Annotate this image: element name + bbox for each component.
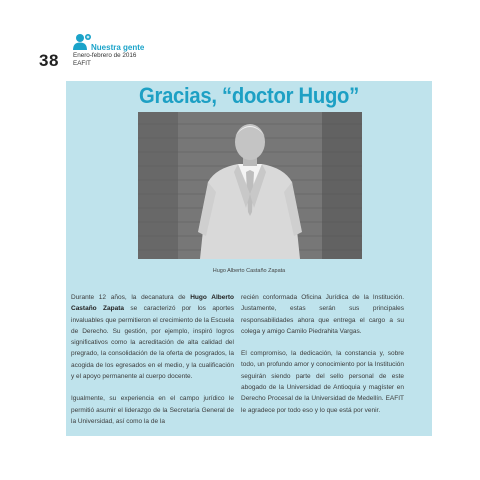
left-paragraph-2: Igualmente, su experiencia en el campo jurídico le permitió asumir el liderazgo de la Secretaría General de la Universidad, así como la de la [71, 395, 234, 425]
page-number: 38 [39, 51, 59, 70]
article-title: Gracias, “doctor Hugo” [139, 83, 359, 108]
portrait-illustration [138, 112, 362, 259]
article-column-left [71, 292, 234, 438]
right-paragraph-1: recién conformada Oficina Jurídica de la Institución. Justamente, estas serán sus principales responsabilidades ahora que entrega el cargo a su colega y amigo Camilo Piedrahita Vargas. [241, 294, 404, 335]
issue-date: Enero-febrero de 2016 [73, 52, 137, 59]
photo-caption: Hugo Alberto Castaño Zapata [212, 268, 286, 274]
issue-info [73, 52, 136, 67]
left-p1-body: se caracterizó por los aportes invaluables que permitieron el crecimiento de la Escuela de Derecho. Su gestión, por ejemplo, inspiró logros significativos como la acreditación de alta calidad del pregrado, la consolidación de la oferta de posgrados, la acogida de los egresados en el medio, y la cualificación y el apoyo permanente al cuerpo docente. [71, 305, 234, 381]
article-column-right [241, 292, 404, 427]
right-paragraph-2: El compromiso, la dedicación, la constancia y, sobre todo, un profundo amor y conocimiento por la Institución seguirán siendo parte del sello personal de este abogado de la Universidad de Antioquia y magíster en Derecho Procesal de la Universidad de Medellín. EAFIT le agradece por todo eso y lo que está por venir. [241, 350, 404, 414]
left-p1-intro: Durante 12 años, la decanatura de [71, 294, 191, 301]
user-icon [72, 33, 92, 50]
subject-name: Hugo Alberto Castaño Zapata [71, 294, 235, 313]
portrait-photo [138, 112, 362, 259]
left-paragraph-1 [71, 292, 234, 382]
section-label: Nuestra gente [91, 43, 145, 52]
publication-name: EAFIT [73, 59, 91, 67]
